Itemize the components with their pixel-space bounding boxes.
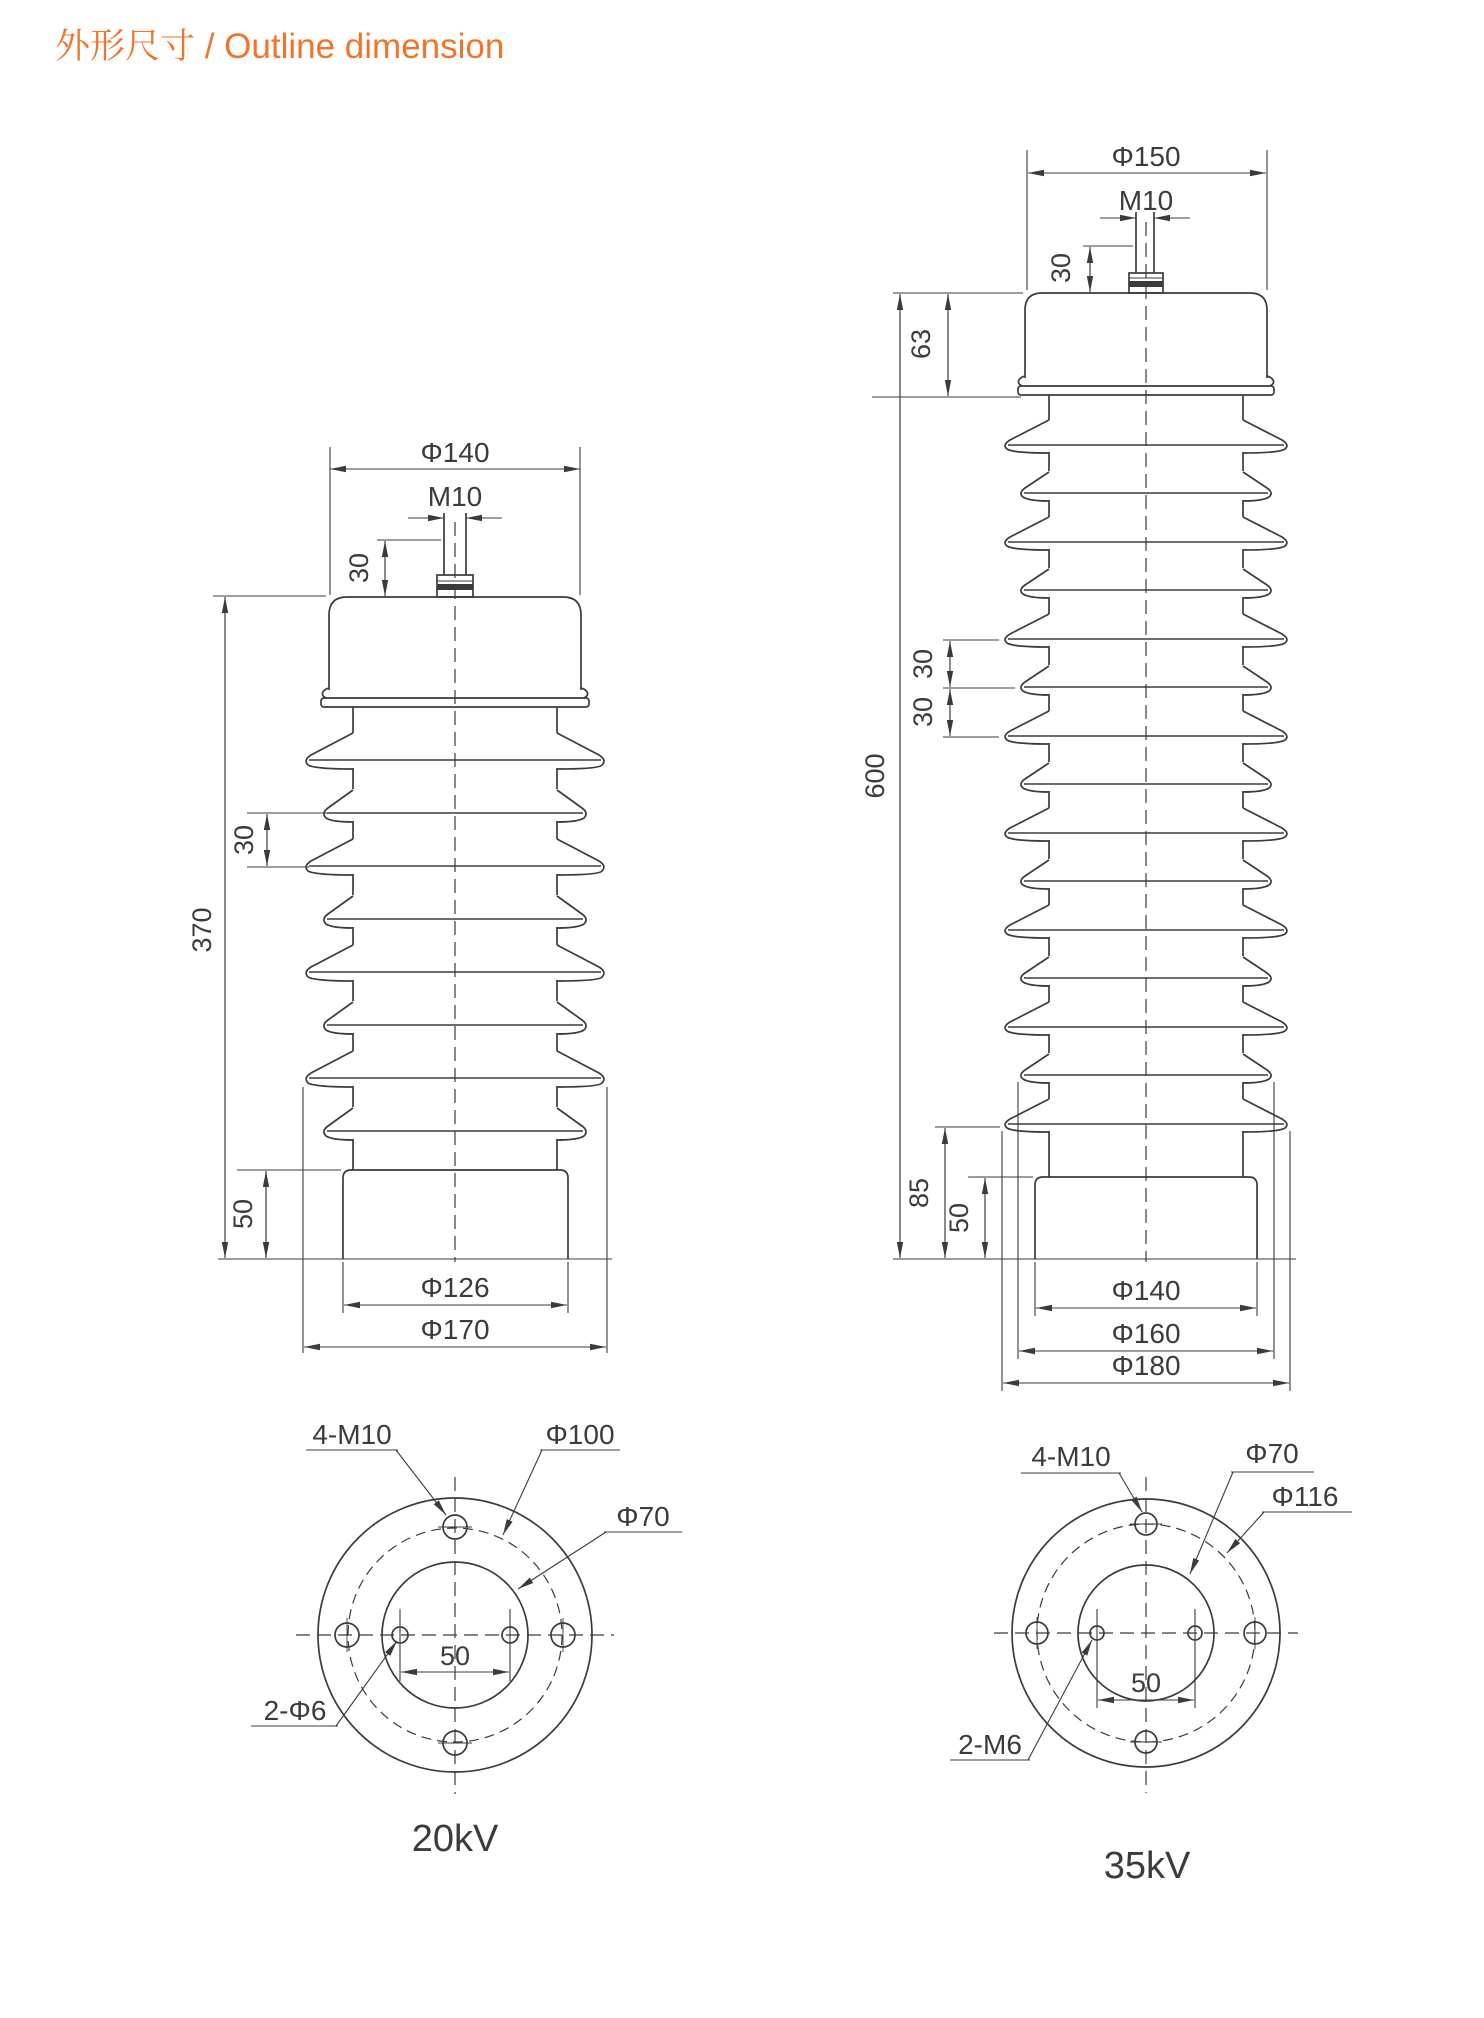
dim-base-diameter-35kv: Φ140 bbox=[1111, 1275, 1181, 1306]
dim-body-height-20kv: 370 bbox=[187, 907, 217, 953]
dim-bottom-height-35kv: 85 bbox=[904, 1177, 934, 1209]
dim-terminal-height-35kv: 30 bbox=[1046, 252, 1076, 284]
dim-max-shed-diameter-35kv: Φ180 bbox=[1111, 1350, 1181, 1381]
drawing-35kv-elevation bbox=[1005, 212, 1287, 1262]
dim-terminal-thread-35kv: M10 bbox=[1118, 185, 1174, 216]
label-holes-20kv: 2-Φ6 bbox=[263, 1695, 327, 1726]
dim-shed-pitch-b-35kv: 30 bbox=[908, 696, 938, 728]
page-title: 外形尺寸 / Outline dimension bbox=[55, 27, 505, 66]
dim-body-height-35kv: 600 bbox=[860, 753, 890, 799]
flange-view-35kv bbox=[950, 1438, 1352, 1887]
dim-base-height-20kv: 50 bbox=[228, 1198, 258, 1230]
dim-shed-pitch-a-35kv: 30 bbox=[908, 648, 938, 680]
dim-base-diameter-20kv: Φ126 bbox=[420, 1272, 490, 1303]
dim-base-height-35kv: 50 bbox=[944, 1202, 974, 1234]
label-bore-20kv: Φ70 bbox=[616, 1501, 670, 1532]
dim-mid-shed-diameter-35kv: Φ160 bbox=[1111, 1318, 1181, 1349]
dim-terminal-thread-20kv: M10 bbox=[427, 481, 483, 512]
label-holes-35kv: 2-M6 bbox=[958, 1729, 1022, 1760]
label-20kv: 20kV bbox=[411, 1818, 499, 1860]
dim-cap-height-35kv: 63 bbox=[906, 328, 936, 360]
dim-shed-pitch-20kv: 30 bbox=[229, 824, 259, 856]
dimensions-20kv bbox=[187, 437, 612, 1353]
trunk-35kv bbox=[1049, 395, 1243, 1177]
dim-terminal-height-20kv: 30 bbox=[344, 552, 374, 584]
flange-view-20kv bbox=[251, 1419, 682, 1860]
dim-cap-diameter-20kv: Φ140 bbox=[420, 437, 490, 468]
label-35kv: 35kV bbox=[1103, 1845, 1191, 1887]
label-bolt-circle-35kv: Φ116 bbox=[1271, 1481, 1339, 1512]
dim-cap-diameter-35kv: Φ150 bbox=[1111, 141, 1181, 172]
drawing-20kv-elevation bbox=[306, 513, 604, 1262]
label-bolt-circle-20kv: Φ100 bbox=[545, 1419, 615, 1450]
dimensions-35kv bbox=[860, 141, 1296, 1391]
dim-hole-spacing-35kv: 50 bbox=[1130, 1668, 1162, 1698]
label-bore-35kv: Φ70 bbox=[1245, 1438, 1299, 1469]
dim-hole-spacing-20kv: 50 bbox=[439, 1641, 471, 1671]
label-bolts-20kv: 4-M10 bbox=[312, 1419, 392, 1450]
dim-max-shed-diameter-20kv: Φ170 bbox=[420, 1314, 490, 1345]
label-bolts-35kv: 4-M10 bbox=[1031, 1441, 1111, 1472]
